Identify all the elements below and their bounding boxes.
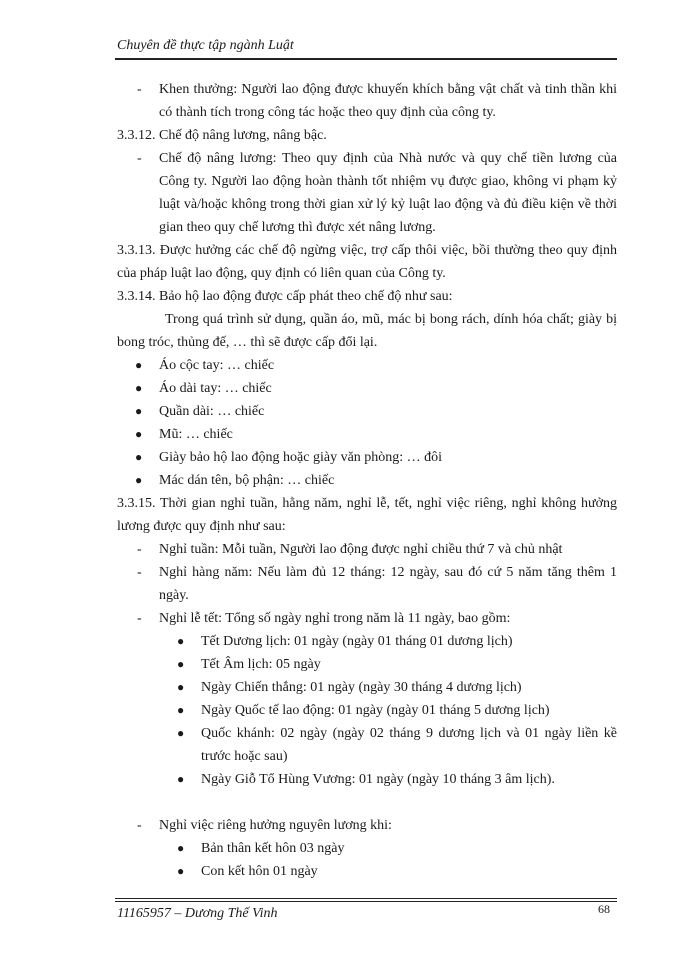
footer-rule [115,898,617,899]
list-item: ● Tết Âm lịch: 05 ngày [117,653,617,676]
list-item: ● Bản thân kết hôn 03 ngày [117,837,617,860]
list-item: ● Quốc khánh: 02 ngày (ngày 02 tháng 9 dương lịch và 01 ngày liền kề trước hoặc sau) [117,722,617,768]
bullet-icon: ● [177,703,185,717]
list-item: ● Ngày Giỗ Tổ Hùng Vương: 01 ngày (ngày 10 tháng 3 âm lịch). [117,768,617,791]
running-header: Chuyên đề thực tập ngành Luật [117,38,294,53]
list-item: ● Tết Dương lịch: 01 ngày (ngày 01 tháng 01 dương lịch) [117,630,617,653]
bullet-icon: ● [177,657,185,671]
section-heading: 3.3.14. Bảo hộ lao động được cấp phát theo chế độ như sau: [117,289,453,304]
bullet-icon: ● [177,634,185,648]
section-heading: 3.3.13. Được hưởng các chế độ ngừng việc, trợ cấp thôi việc, bồi thường theo quy định của pháp luật lao động, quy định có liên quan của Công ty. [117,243,617,281]
list-item: - Chế độ nâng lương: Theo quy định của Nhà nước và quy chế tiền lương của Công ty. Người lao động hoàn thành tốt nhiệm vụ được giao, không vi phạm kỷ luật và/hoặc không trong thời gian xử lý kỷ luật lao động và đủ điều kiện về thời gian theo quy chế lương thì được xét nâng lương. [117,147,617,239]
list-item: - Khen thưởng: Người lao động được khuyến khích bằng vật chất và tinh thần khi có thành tích trong công tác hoặc theo quy định của công ty. [117,78,617,124]
header-rule [115,58,617,60]
footer-author: 11165957 – Dương Thế Vinh [117,906,278,921]
spacer [117,791,617,814]
bullet-icon: ● [177,726,185,740]
dash-marker: - [137,818,142,833]
list-item: ● Quần dài: … chiếc [117,400,617,423]
list-item: - Nghỉ hàng năm: Nếu làm đủ 12 tháng: 12 ngày, sau đó cứ 5 năm tăng thêm 1 ngày. [117,561,617,607]
list-item: - Nghỉ lễ tết: Tổng số ngày nghỉ trong năm là 11 ngày, bao gồm: [117,607,617,630]
list-item: ● Mũ: … chiếc [117,423,617,446]
list-item: - Nghỉ việc riêng hưởng nguyên lương khi: [117,814,617,837]
bullet-icon: ● [177,772,185,786]
bullet-icon: ● [177,680,185,694]
bullet-icon: ● [135,473,143,487]
bullet-icon: ● [135,404,143,418]
page-number: 68 [598,902,610,916]
dash-marker: - [137,151,142,166]
section-heading: 3.3.12. Chế độ nâng lương, nâng bậc. [117,128,327,143]
footer-rule [115,901,617,902]
paragraph: Trong quá trình sử dụng, quần áo, mũ, mác bị bong rách, dính hóa chất; giày bị bong tróc, thủng đế, … thì sẽ được cấp đổi lại. [117,312,617,350]
list-item: ● Mác dán tên, bộ phận: … chiếc [117,469,617,492]
page-body [117,78,617,883]
dash-marker: - [137,542,142,557]
list-item: ● Ngày Chiến thắng: 01 ngày (ngày 30 tháng 4 dương lịch) [117,676,617,699]
bullet-icon: ● [177,841,185,855]
section-heading: 3.3.15. Thời gian nghỉ tuần, hằng năm, nghỉ lễ, tết, nghỉ việc riêng, nghỉ không hưởng lương được quy định như sau: [117,496,617,534]
list-item: ● Giày bảo hộ lao động hoặc giày văn phòng: … đôi [117,446,617,469]
dash-marker: - [137,565,142,580]
dash-marker: - [137,611,142,626]
list-item: ● Áo dài tay: … chiếc [117,377,617,400]
list-item: - Nghỉ tuần: Mỗi tuần, Người lao động được nghỉ chiều thứ 7 và chủ nhật [117,538,617,561]
bullet-icon: ● [135,450,143,464]
bullet-icon: ● [135,358,143,372]
bullet-icon: ● [177,864,185,878]
bullet-icon: ● [135,427,143,441]
list-item: ● Ngày Quốc tế lao động: 01 ngày (ngày 01 tháng 5 dương lịch) [117,699,617,722]
list-item: ● Áo cộc tay: … chiếc [117,354,617,377]
bullet-icon: ● [135,381,143,395]
dash-marker: - [137,82,142,97]
list-item: ● Con kết hôn 01 ngày [117,860,617,883]
